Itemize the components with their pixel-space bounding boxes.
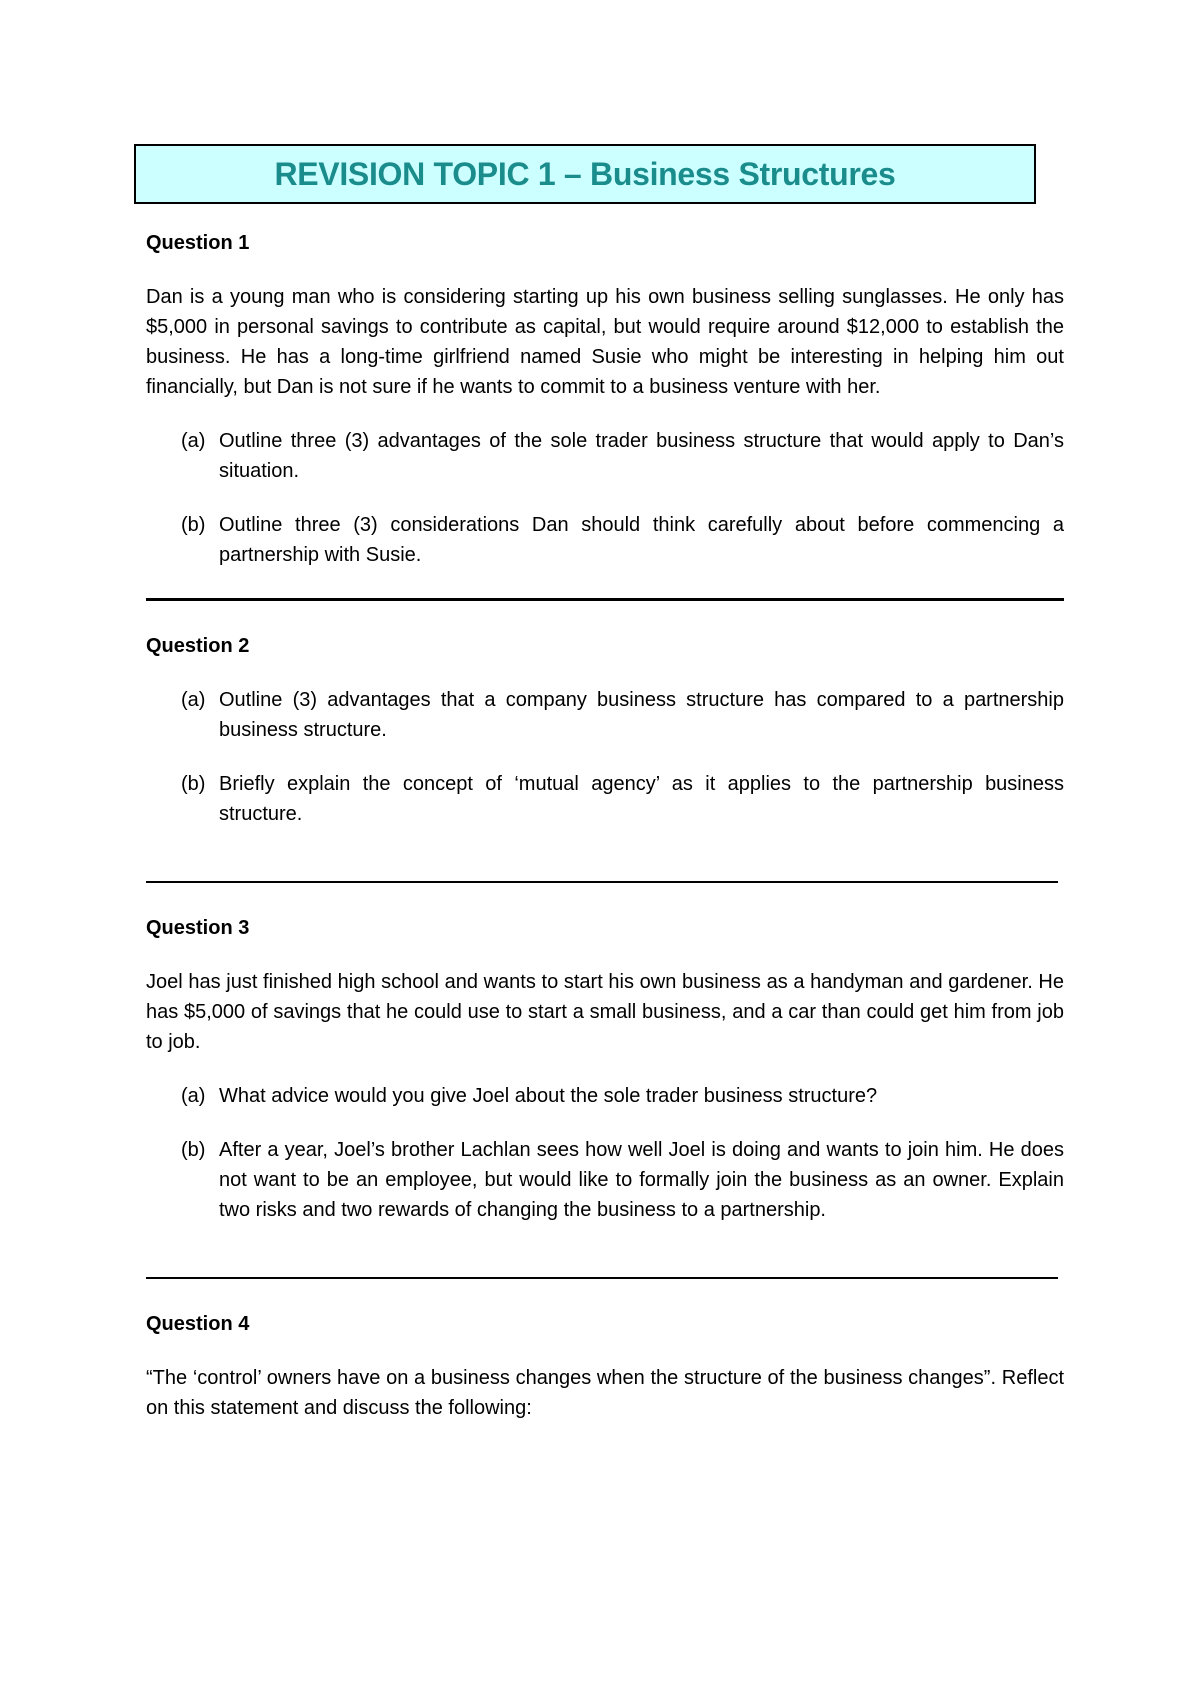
question-intro: Dan is a young man who is considering starting up his own business selling sunglasses. He only has $5,000 in personal savings to contribute as capital, but would require around $12,000 to establish the business. He has a long-time girlfriend named Susie who might be interesting in helping him out financially, but Dan is not sure if he wants to commit to a business venture with her.: [146, 286, 1064, 398]
section-divider: [146, 1277, 1058, 1279]
sub-question-text: After a year, Joel’s brother Lachlan sees how well Joel is doing and wants to join him. He does not want to be an employee, but would like to formally join the business as an owner. Explain two risks and two rewards of changing the business to a partnership.: [219, 1139, 1064, 1221]
sub-question-text: What advice would you give Joel about the sole trader business structure?: [219, 1085, 878, 1107]
section-divider: [146, 598, 1064, 601]
sub-question-text: Outline three (3) considerations Dan should think carefully about before commencing a partnership with Susie.: [219, 514, 1064, 566]
question-intro: “The ‘control’ owners have on a business changes when the structure of the business changes”. Reflect on this statement and discuss the following:: [146, 1367, 1064, 1419]
question-heading: Question 2: [146, 635, 250, 657]
section-divider: [146, 881, 1058, 883]
question-intro: Joel has just finished high school and wants to start his own business as a handyman and gardener. He has $5,000 of savings that he could use to start a small business, and a car than could get him from job to job.: [146, 971, 1064, 1053]
sub-question-label: (b): [181, 773, 206, 795]
question-1: [146, 228, 1064, 570]
title-banner: [134, 144, 1036, 204]
sub-question-label: (a): [181, 1085, 206, 1107]
sub-question: [181, 1081, 1064, 1111]
sub-question-text: Briefly explain the concept of ‘mutual agency’ as it applies to the partnership business structure.: [219, 773, 1064, 825]
sub-question-label: (b): [181, 1139, 206, 1161]
sub-question-text: Outline three (3) advantages of the sole trader business structure that would apply to Dan’s situation.: [219, 430, 1064, 482]
question-4: [146, 1309, 1064, 1423]
question-heading: Question 4: [146, 1313, 250, 1335]
sub-question: [181, 769, 1064, 829]
question-heading: Question 1: [146, 232, 250, 254]
sub-question-label: (b): [181, 514, 206, 536]
question-heading: Question 3: [146, 917, 250, 939]
sub-question-label: (a): [181, 430, 206, 452]
page-title: REVISION TOPIC 1 – Business Structures: [274, 155, 896, 192]
question-2: [146, 631, 1064, 829]
sub-question: [181, 685, 1064, 745]
sub-question: [181, 426, 1064, 486]
sub-question-label: (a): [181, 689, 206, 711]
sub-question: [181, 1135, 1064, 1225]
sub-question: [181, 510, 1064, 570]
question-3: [146, 913, 1064, 1225]
sub-question-text: Outline (3) advantages that a company business structure has compared to a partnership business structure.: [219, 689, 1064, 741]
document-page: [146, 144, 1064, 1423]
